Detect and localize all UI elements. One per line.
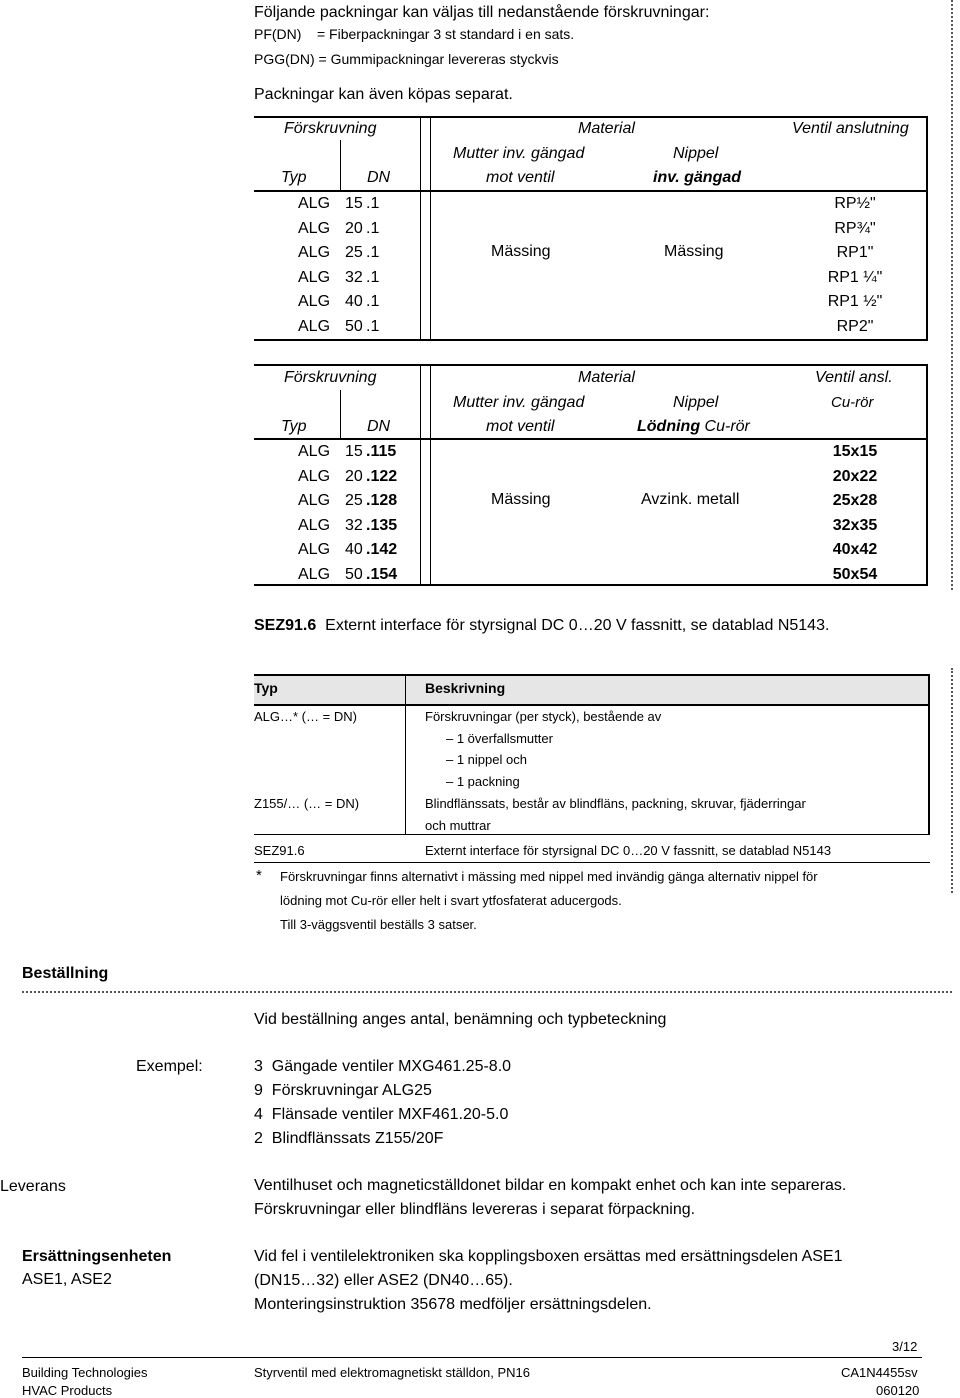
row-typ: ALG: [298, 195, 331, 212]
t1-header-dn: DN: [367, 169, 391, 186]
row-dn-suffix: .1: [366, 317, 380, 335]
row-dn: 50: [345, 565, 363, 583]
row-dn: 40: [345, 293, 363, 310]
row-dn: 20: [345, 219, 363, 237]
t2-header-lodning: Lödning Cu-rör: [637, 418, 750, 435]
row-dn: 50: [345, 317, 363, 335]
row-typ: ALG: [298, 317, 331, 335]
t3-header-typ: Typ: [254, 680, 278, 696]
row-anslutning: 32x35: [832, 516, 878, 534]
t1-header-material: Material: [578, 120, 635, 137]
footnote-line2: lödning mot Cu-rör eller helt i svart ytfosfaterat aducergods.: [280, 893, 622, 908]
t3-row1-line2: – 1 nippel och: [446, 752, 527, 767]
bestallning-heading: Beställning: [22, 965, 109, 982]
t3-row2-desc: Blindflänssats, består av blindfläns, packning, skruvar, fjäderringar: [425, 796, 806, 811]
sez-line: [254, 617, 829, 635]
t1-header-ventil: Ventil anslutning: [792, 120, 909, 137]
t2-header-forskruvning: Förskruvning: [284, 369, 377, 386]
sez-text: Externt interface för styrsignal DC 0…20 V fassnitt, se datablad N5143.: [325, 617, 830, 634]
row-anslutning: 40x42: [832, 541, 878, 558]
ersattning-line2: (DN15…32) eller ASE2 (DN40…65).: [254, 1272, 513, 1289]
t3-row2-typ: Z155/… (… = DN): [254, 796, 360, 811]
footnote-star: *: [256, 867, 262, 884]
footer-company: Building Technologies: [22, 1365, 148, 1380]
sez-code: SEZ91.6: [254, 617, 317, 634]
bestallning-divider: [22, 991, 952, 993]
row-typ: ALG: [298, 293, 331, 310]
row-dn: 32: [345, 516, 363, 534]
intro-heading: Följande packningar kan väljas till nedanstående förskruvningar:: [254, 4, 710, 21]
ersattning-label: Ersättningsenheten: [22, 1248, 172, 1265]
row-dn-suffix: .122: [366, 467, 398, 485]
t3-row1-line1: – 1 överfallsmutter: [446, 731, 553, 746]
row-typ: ALG: [298, 443, 331, 460]
row-typ: ALG: [298, 516, 331, 534]
exempel-item: 3 Gängade ventiler MXG461.25-8.0: [254, 1058, 512, 1075]
t3-row1-desc: Förskruvningar (per styck), bestående av: [425, 709, 662, 724]
t2-header-material: Material: [578, 369, 635, 386]
row-anslutning: 20x22: [832, 467, 878, 485]
t2-header-nippel: Nippel: [673, 394, 719, 411]
row-anslutning: 50x54: [832, 565, 878, 583]
row-anslutning: RP1 ¼": [827, 268, 883, 286]
t2-header-typ: Typ: [281, 418, 307, 435]
ersattning-line1: Vid fel i ventilelektroniken ska kopplingsboxen ersättas med ersättningsdelen ASE1: [254, 1248, 843, 1265]
t3-row2-desc2: och muttrar: [425, 818, 491, 833]
footnote-line1: Förskruvningar finns alternativt i mässing med nippel med invändig gänga alternativ nippel för: [280, 869, 818, 884]
page-number: 3/12: [892, 1339, 918, 1354]
row-anslutning: RP2": [836, 317, 874, 335]
intro-pgg: PGG(DN) = Gummipackningar levereras styckvis: [254, 51, 559, 67]
row-dn-suffix: .135: [366, 516, 398, 534]
exempel-item: 4 Flänsade ventiler MXF461.20-5.0: [254, 1106, 509, 1123]
row-dn-suffix: .1: [366, 195, 380, 212]
margin-dotted-line-2: [951, 668, 953, 893]
row-anslutning: RP¾": [834, 219, 876, 237]
row-typ: ALG: [298, 467, 331, 485]
t2-header-curor: Cu-rör: [831, 394, 874, 411]
footer-rule: [22, 1357, 922, 1358]
row-dn: 25: [345, 244, 363, 261]
row-dn-suffix: .1: [366, 219, 380, 237]
t2-nippel-material: Avzink. metall: [641, 491, 740, 508]
t1-header-mutter: Mutter inv. gängad: [453, 145, 585, 162]
t1-header-forskruvning: Förskruvning: [284, 120, 377, 137]
row-dn-suffix: .115: [366, 443, 397, 460]
t3-row3-desc: Externt interface för styrsignal DC 0…20 V fassnitt, se datablad N5143: [425, 843, 832, 858]
row-dn: 25: [345, 492, 363, 509]
t1-nippel-material: Mässing: [664, 243, 724, 260]
leverans-line2: Förskruvningar eller blindfläns levereras i separat förpackning.: [254, 1201, 696, 1218]
row-typ: ALG: [298, 268, 331, 286]
t2-header-mutter: Mutter inv. gängad: [453, 394, 585, 411]
row-dn-suffix: .142: [366, 541, 398, 558]
row-typ: ALG: [298, 492, 331, 509]
t3-row3-typ: SEZ91.6: [254, 843, 305, 858]
t3-header-beskrivning: Beskrivning: [425, 680, 506, 696]
t2-header-dn: DN: [367, 418, 391, 435]
t2-header-ventil: Ventil ansl.: [815, 369, 893, 386]
row-dn-suffix: .128: [366, 492, 398, 509]
row-dn-suffix: .1: [366, 268, 380, 286]
bestallning-text: Vid beställning anges antal, benämning och typbeteckning: [254, 1011, 667, 1028]
row-anslutning: 25x28: [832, 492, 878, 509]
row-anslutning: RP1 ½": [827, 293, 883, 310]
t2-header-mot-ventil: mot ventil: [486, 418, 555, 435]
row-anslutning: 15x15: [832, 443, 878, 460]
intro-pf: PF(DN) = Fiberpackningar 3 st standard i en sats.: [254, 26, 575, 42]
t1-header-mot-ventil: mot ventil: [486, 169, 555, 186]
footer-title: Styrventil med elektromagnetiskt ställdon, PN16: [254, 1365, 531, 1380]
footer-division: HVAC Products: [22, 1383, 113, 1398]
t3-row1-line3: – 1 packning: [446, 774, 520, 789]
row-anslutning: RP½": [834, 195, 876, 212]
row-dn-suffix: .1: [366, 293, 380, 310]
exempel-item: 2 Blindflänssats Z155/20F: [254, 1130, 444, 1147]
row-anslutning: RP1": [836, 244, 874, 261]
row-dn: 32: [345, 268, 363, 286]
footer-doc: CA1N4455sv: [841, 1365, 918, 1380]
t1-header-nippel-inv: inv. gängad: [653, 169, 742, 186]
row-dn: 15: [345, 195, 363, 212]
row-dn: 20: [345, 467, 363, 485]
ersattning-sub: ASE1, ASE2: [22, 1271, 112, 1288]
t1-mutter-material: Mässing: [491, 243, 551, 260]
row-typ: ALG: [298, 244, 331, 261]
t3-row1-typ: ALG…* (… = DN): [254, 709, 357, 724]
row-dn-suffix: .1: [366, 244, 380, 261]
row-typ: ALG: [298, 541, 331, 558]
row-typ: ALG: [298, 565, 331, 583]
ersattning-line3: Monteringsinstruktion 35678 medföljer ersättningsdelen.: [254, 1296, 652, 1313]
intro-packningar: Packningar kan även köpas separat.: [254, 86, 513, 103]
t1-header-typ: Typ: [281, 169, 307, 186]
exempel-item: 9 Förskruvningar ALG25: [254, 1082, 432, 1099]
t1-header-nippel: Nippel: [673, 145, 719, 162]
row-typ: ALG: [298, 219, 331, 237]
leverans-label: Leverans: [0, 1178, 66, 1195]
margin-dotted-line: [951, 0, 953, 590]
footer-date: 060120: [876, 1383, 920, 1398]
row-dn: 40: [345, 541, 363, 558]
t2-mutter-material: Mässing: [491, 491, 551, 508]
footnote-line3: Till 3-väggsventil beställs 3 satser.: [280, 917, 477, 932]
exempel-label: Exempel:: [136, 1058, 203, 1075]
row-dn: 15: [345, 443, 363, 460]
leverans-line1: Ventilhuset och magneticställdonet bildar en kompakt enhet och kan inte separeras.: [254, 1177, 847, 1194]
row-dn-suffix: .154: [366, 565, 398, 583]
